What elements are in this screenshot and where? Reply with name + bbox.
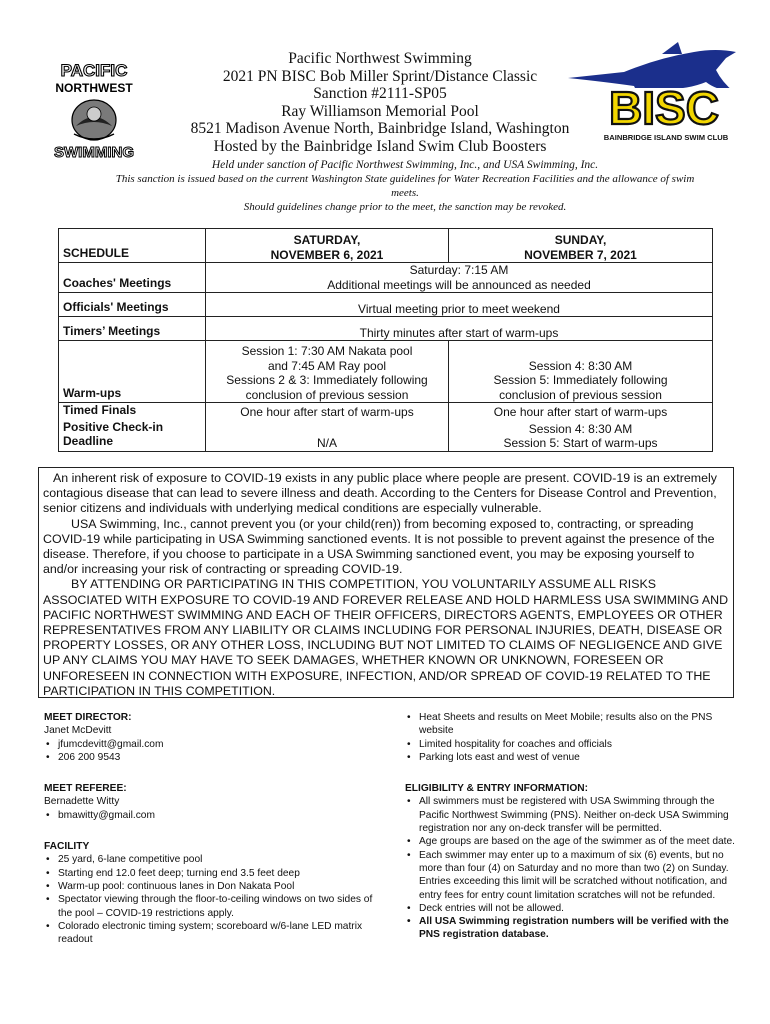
- sunday-header: [449, 229, 713, 263]
- logo-pnw-text-northwest: NORTHWEST: [55, 81, 133, 95]
- table-row: [59, 403, 713, 420]
- warmups-sat-line-2: and 7:45 AM Ray pool: [267, 358, 387, 373]
- logo-bisc-subtext: BAINBRIDGE ISLAND SWIM CLUB: [603, 133, 729, 142]
- right-info-column: [405, 711, 735, 942]
- sanction-note-3: meets.: [391, 187, 419, 199]
- saturday-header-date: NOVEMBER 6, 2021: [270, 247, 384, 262]
- timed-finals-label: Timed Finals: [59, 403, 206, 420]
- schedule-table: [58, 228, 713, 452]
- table-row: [59, 420, 713, 452]
- header-line-meet-name: 2021 PN BISC Bob Miller Sprint/Distance Classic: [222, 67, 538, 85]
- checkin-deadline-label: [59, 420, 206, 452]
- saturday-header: [206, 229, 449, 263]
- list-item: • All swimmers must be registered with USA Swimming through the Pacific Northwest Swimming (PNS). Neither on-deck USA Swimming registration nor any on-deck transfer will be permitted.: [405, 795, 735, 835]
- coaches-meetings-line-1: Saturday: 7:15 AM: [409, 263, 509, 277]
- meet-director-phone: • 206 200 9543: [44, 751, 374, 764]
- sunday-header-day: SUNDAY,: [554, 233, 607, 247]
- list-item: • Age groups are based on the age of the swimmer as of the meet date.: [405, 835, 735, 848]
- meet-referee-heading: MEET REFEREE:: [44, 783, 127, 795]
- list-item: • Spectator viewing through the floor-to-ceiling windows on two sides of the pool – COVID-19 restrictions apply.: [44, 893, 374, 920]
- list-item-registration-verification: • All USA Swimming registration numbers will be verified with the PNS registration database.: [405, 915, 735, 942]
- facility-list: [44, 853, 374, 946]
- header-line-sanction: Sanction #2111-SP05: [313, 85, 447, 103]
- logo-pnw-text-swimming: SWIMMING: [54, 144, 134, 161]
- coaches-meetings-value: [206, 263, 713, 293]
- checkin-label-line-2: Deadline: [63, 434, 114, 448]
- officials-meetings-value: Virtual meeting prior to meet weekend: [206, 293, 713, 317]
- table-row: [59, 317, 713, 341]
- logo-pnw-text-pacific: PACIFIC: [60, 61, 128, 80]
- list-item: • Starting end 12.0 feet deep; turning end 3.5 feet deep: [44, 867, 374, 880]
- eligibility-heading: ELIGIBILITY & ENTRY INFORMATION:: [405, 783, 588, 795]
- waiver-paragraph-2: USA Swimming, Inc., cannot prevent you (or your child(ren)) from becoming exposed to, contracting, or spreading COVID-19 while participating in USA Swimming sanctioned events. It is not possible to prevent against the presence of the disease. Therefore, if you choose to participate in a USA Swimming sanctioned event, you may be exposing yourself to and/or increasing your risk of contracting or spreading COVID-19.: [43, 516, 715, 577]
- timers-meetings-value: Thirty minutes after start of warm-ups: [206, 317, 713, 341]
- eligibility-list: [405, 795, 735, 941]
- meet-director-heading: MEET DIRECTOR:: [44, 712, 132, 723]
- checkin-label-line-1: Positive Check-in: [63, 419, 164, 434]
- waiver-paragraph-1: An inherent risk of exposure to COVID-19 exists in any public place where people are present. COVID-19 is an extremely contagious disease that can lead to severe illness and death. According to the Centers for Disease Control and Prevention, senior citizens and individuals with underlying medical conditions are especially vulnerable.: [43, 471, 717, 516]
- logo-bisc-text: BISC: [609, 82, 719, 134]
- officials-meetings-label: Officials' Meetings: [59, 293, 206, 317]
- sanction-notes: [95, 158, 715, 214]
- list-item: • Parking lots east and west of venue: [405, 751, 735, 764]
- coaches-meetings-line-2: Additional meetings will be announced as needed: [327, 277, 591, 292]
- meet-referee-name: Bernadette Witty: [44, 796, 120, 808]
- meet-director-contacts: [44, 738, 374, 765]
- sanction-note-2: This sanction is issued based on the current Washington State guidelines for Water Recreation Facilities and the allowance of swim: [115, 173, 695, 185]
- header-line-org: Pacific Northwest Swimming: [288, 50, 472, 67]
- checkin-sunday: [449, 420, 713, 452]
- timed-finals-saturday: One hour after start of warm-ups: [206, 403, 449, 420]
- warmups-sat-line-4: conclusion of previous session: [245, 387, 409, 402]
- table-row: [59, 341, 713, 403]
- saturday-header-day: SATURDAY,: [293, 233, 361, 247]
- list-item: • Limited hospitality for coaches and officials: [405, 738, 735, 751]
- warmups-sun-line-1: Session 4: 8:30 AM: [528, 358, 633, 373]
- meet-director-email[interactable]: • jfumcdevitt@gmail.com: [44, 738, 374, 751]
- meet-referee-contacts: [44, 809, 374, 822]
- list-item: • Colorado electronic timing system; scoreboard w/6-lane LED matrix readout: [44, 920, 374, 947]
- warmups-saturday: [206, 341, 449, 403]
- warmups-sat-line-1: Session 1: 7:30 AM Nakata pool: [241, 344, 413, 358]
- checkin-sun-line-1: Session 4: 8:30 AM: [528, 421, 633, 436]
- warmups-sunday: [449, 341, 713, 403]
- header-line-address: 8521 Madison Avenue North, Bainbridge Island, Washington: [190, 120, 570, 138]
- list-item: • Warm-up pool: continuous lanes in Don Nakata Pool: [44, 880, 374, 893]
- covid-waiver-box: [38, 467, 734, 698]
- list-item: • Deck entries will not be allowed.: [405, 902, 735, 915]
- pacific-northwest-swimming-logo: [54, 56, 134, 162]
- checkin-saturday: N/A: [206, 420, 449, 452]
- timed-finals-sunday: One hour after start of warm-ups: [449, 403, 713, 420]
- warmups-sun-line-2: Session 5: Immediately following: [493, 373, 668, 387]
- table-row: [59, 229, 713, 263]
- sunday-header-date: NOVEMBER 7, 2021: [524, 247, 637, 262]
- warmups-sun-line-3: conclusion of previous session: [499, 387, 662, 402]
- left-info-column: [44, 711, 374, 946]
- warmups-sat-line-3: Sessions 2 & 3: Immediately following: [226, 373, 428, 387]
- sanction-note-4: Should guidelines change prior to the meet, the sanction may be revoked.: [243, 201, 567, 213]
- meet-info-list: [405, 711, 735, 764]
- header-line-pool: Ray Williamson Memorial Pool: [281, 102, 479, 120]
- header-line-host: Hosted by the Bainbridge Island Swim Club Boosters: [213, 137, 547, 155]
- meet-header: [160, 50, 600, 156]
- list-item: • Heat Sheets and results on Meet Mobile; results also on the PNS website: [405, 711, 735, 738]
- table-row: [59, 263, 713, 293]
- coaches-meetings-label: Coaches' Meetings: [59, 263, 206, 293]
- checkin-sun-line-2: Session 5: Start of warm-ups: [503, 436, 658, 450]
- schedule-label: SCHEDULE: [59, 229, 206, 263]
- waiver-paragraph-3: BY ATTENDING OR PARTICIPATING IN THIS COMPETITION, YOU VOLUNTARILY ASSUME ALL RISKS ASSOCIATED WITH EXPOSURE TO COVID-19 AND FOREVER RELEASE AND HOLD HARMLESS USA SWIMMING AND PACIFIC NORTHWEST SWIMMING AND EACH OF THEIR OFFICERS, DIRECTORS AGENTS, EMPLOYEES OR OTHER REPRESENTATIVES FROM ANY LIABILITY OR CLAIMS INCLUDING FOR PERSONAL INJURIES, DEATH, DISEASE OR PROPERTY LOSSES, OR ANY OTHER LOSS, INCLUDING BUT NOT LIMITED TO CLAIMS OF NEGLIGENCE AND GIVE UP ANY CLAIMS YOU MAY HAVE TO SEEK DAMAGES, WHETHER KNOWN OR UNKNOWN, FORESEEN OR UNFORESEEN IN CONNECTION WITH EXPOSURE, INFECTION, AND/OR SPREAD OF COVID-19 RELATED TO THE PARTICIPATION IN THIS COMPETITION.: [43, 577, 729, 698]
- meet-director-name: Janet McDevitt: [44, 725, 112, 737]
- list-item: • 25 yard, 6-lane competitive pool: [44, 853, 374, 866]
- facility-heading: FACILITY: [44, 841, 90, 853]
- meet-referee-email[interactable]: • bmawitty@gmail.com: [44, 809, 374, 822]
- warmups-label: Warm-ups: [59, 341, 206, 403]
- table-row: [59, 293, 713, 317]
- sanction-note-1: Held under sanction of Pacific Northwest Swimming, Inc., and USA Swimming, Inc.: [211, 159, 599, 171]
- list-item: • Each swimmer may enter up to a maximum of six (6) events, but no more than four (4) on Saturday and no more than two (2) on Sunday. Entries exceeding this limit will be scratched without notification, and entry fees for entry count limitation scratches will not be refunded.: [405, 849, 735, 902]
- timers-meetings-label: Timers’ Meetings: [59, 317, 206, 341]
